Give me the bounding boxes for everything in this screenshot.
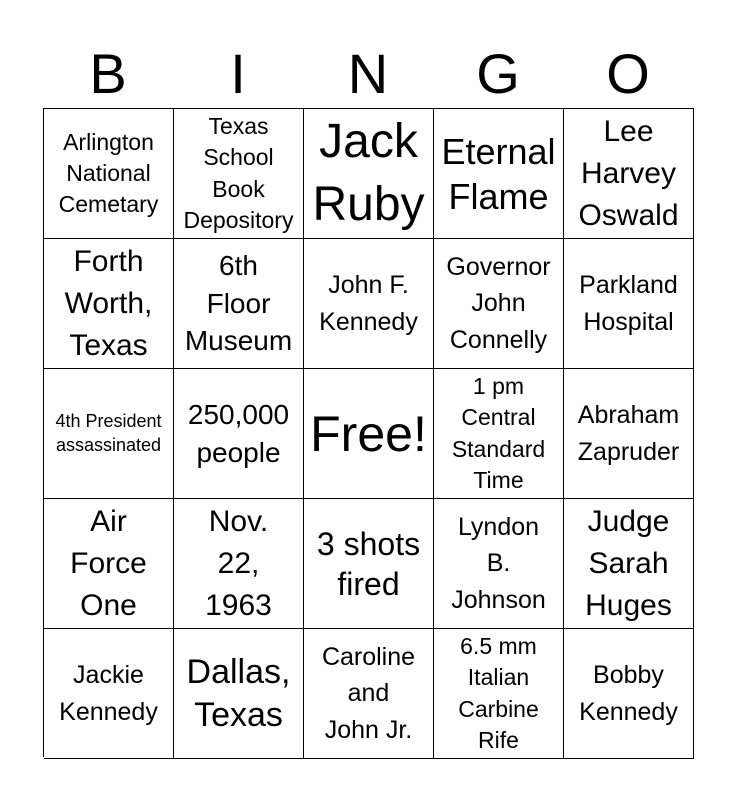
bingo-cell-r3-c5[interactable]: Abraham Zapruder: [564, 369, 694, 499]
bingo-cell-r3-c3-free[interactable]: Free!: [304, 369, 434, 499]
bingo-board: [43, 108, 694, 757]
bingo-cell-r3-c4[interactable]: 1 pm Central Standard Time: [434, 369, 564, 499]
header-letter-g: G: [476, 42, 520, 105]
bingo-cell-r4-c1[interactable]: Air Force One: [44, 499, 174, 629]
bingo-cell-r4-c3[interactable]: 3 shots fired: [304, 499, 434, 629]
header-letter-b: B: [89, 42, 127, 105]
bingo-cell-r1-c1[interactable]: Arlington National Cemetary: [44, 109, 174, 239]
bingo-header: [43, 40, 693, 108]
bingo-cell-r1-c5[interactable]: Lee Harvey Oswald: [564, 109, 694, 239]
bingo-cell-r4-c2[interactable]: Nov. 22, 1963: [174, 499, 304, 629]
bingo-cell-r2-c3[interactable]: John F. Kennedy: [304, 239, 434, 369]
bingo-cell-r1-c3[interactable]: Jack Ruby: [304, 109, 434, 239]
bingo-cell-r2-c5[interactable]: Parkland Hospital: [564, 239, 694, 369]
bingo-cell-r1-c2[interactable]: Texas School Book Depository: [174, 109, 304, 239]
bingo-cell-r5-c4[interactable]: 6.5 mm Italian Carbine Rife: [434, 629, 564, 759]
bingo-cell-r4-c4[interactable]: Lyndon B. Johnson: [434, 499, 564, 629]
header-letter-i: I: [230, 42, 246, 105]
bingo-cell-r5-c1[interactable]: Jackie Kennedy: [44, 629, 174, 759]
bingo-cell-r5-c3[interactable]: Caroline and John Jr.: [304, 629, 434, 759]
bingo-cell-r5-c5[interactable]: Bobby Kennedy: [564, 629, 694, 759]
header-letter-n: N: [347, 42, 389, 105]
bingo-cell-r4-c5[interactable]: Judge Sarah Huges: [564, 499, 694, 629]
bingo-cell-r2-c2[interactable]: 6th Floor Museum: [174, 239, 304, 369]
bingo-cell-r3-c2[interactable]: 250,000 people: [174, 369, 304, 499]
bingo-cell-r5-c2[interactable]: Dallas, Texas: [174, 629, 304, 759]
bingo-cell-r1-c4[interactable]: Eternal Flame: [434, 109, 564, 239]
bingo-cell-r3-c1[interactable]: 4th President assassinated: [44, 369, 174, 499]
header-letter-o: O: [606, 42, 650, 105]
bingo-cell-r2-c1[interactable]: Forth Worth, Texas: [44, 239, 174, 369]
bingo-cell-r2-c4[interactable]: Governor John Connelly: [434, 239, 564, 369]
